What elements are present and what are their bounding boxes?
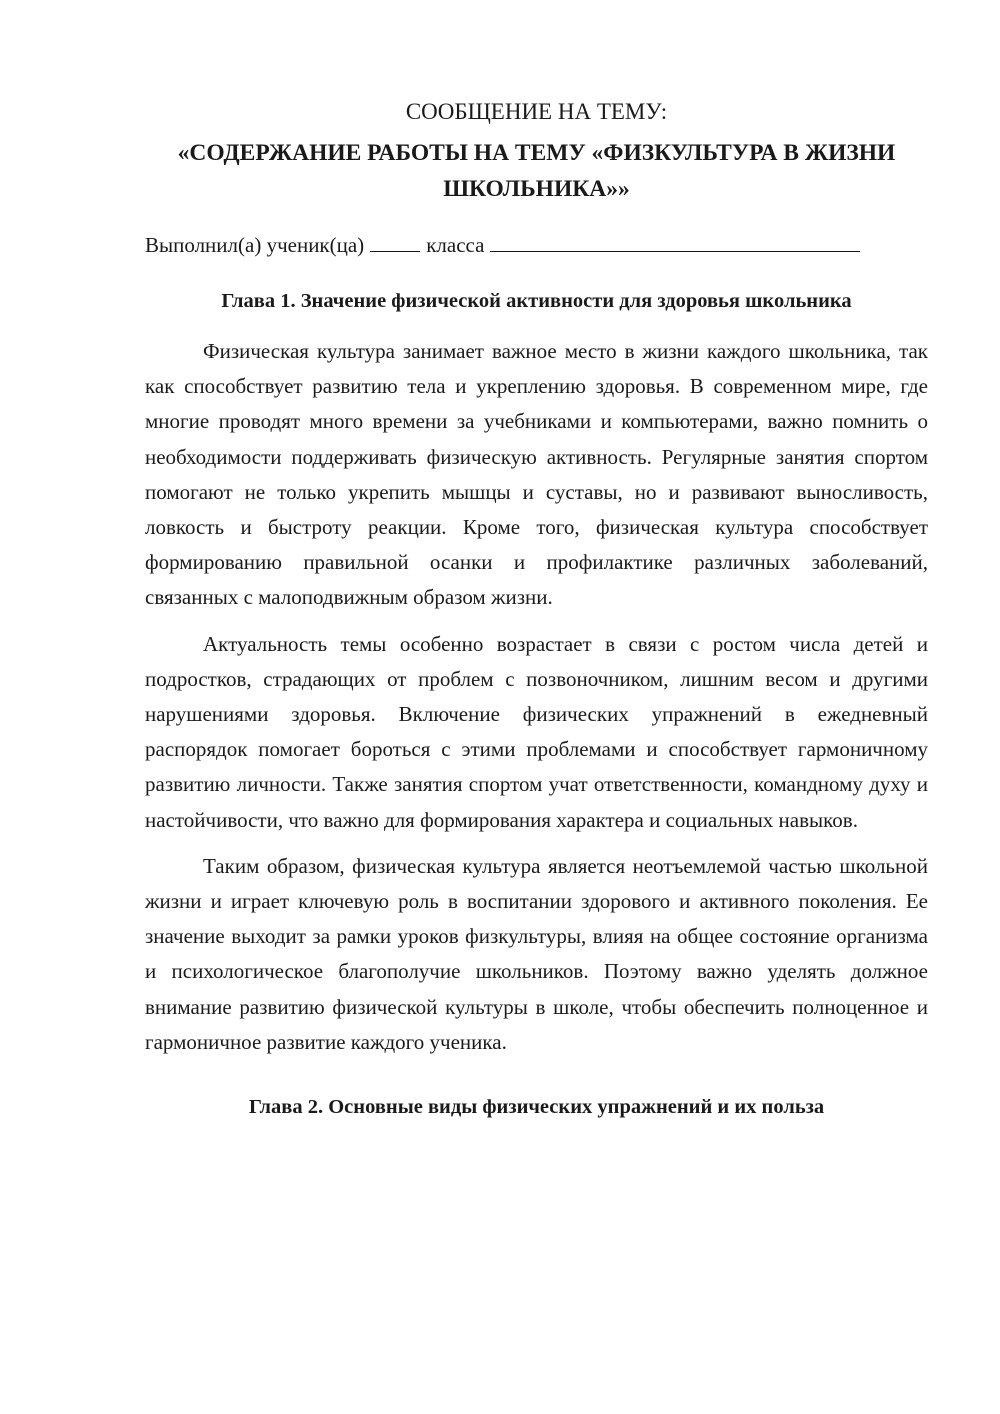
chapter-2-heading: Глава 2. Основные виды физических упражнений и их польза [248,1096,825,1119]
title-line-1: «СОДЕРЖАНИЕ РАБОТЫ НА ТЕМУ «ФИЗКУЛЬТУРА В ЖИЗНИ [177,140,896,166]
paragraph-1: Физическая культура занимает важное место в жизни каждого школьника, так как способствует развитию тела и укреплению здоровья. В современном мире, где многие проводят много времени за учебниками и компьютерами, важно помнить о необходимости поддерживать физическую активность. Регулярные занятия спортом помогают не только укрепить мышцы и суставы, но и развивают выносливость, ловкость и быстроту реакции. Кроме того, физическая культура способствует формированию правильной осанки и профилактике различных заболеваний, связанных с малоподвижным образом жизни. [145,339,928,610]
class-number-blank [370,231,420,252]
performed-by-label: Выполнил(а) ученик(ца) [145,233,365,257]
paragraph-2: Актуальность темы особенно возрастает в связи с ростом числа детей и подростков, страдающих от проблем с позвоночником, лишним весом и другими нарушениями здоровья. Включение физических упражнений в ежедневный распорядок помогает бороться с этими проблемами и способствует гармоничному развитию личности. Также занятия спортом учат ответственности, командному духу и настойчивости, что важно для формирования характера и социальных навыков. [145,631,928,832]
signature-line [145,230,928,260]
student-name-blank [490,231,860,252]
title-line-2: ШКОЛЬНИКА»» [443,176,630,202]
document-page [145,92,928,1122]
paragraph-3: Таким образом, физическая культура является неотъемлемой частью школьной жизни и играет ключевую роль в воспитании здорового и активного поколения. Ее значение выходит за рамки уроков физкультуры, влияя на общее состояние организма и психологическое благополучие школьников. Поэтому важно уделять должное внимание развитию физической культуры в школе, чтобы обеспечить полноценное и гармоничное развитие каждого ученика. [145,853,928,1054]
document-title [145,135,928,207]
document-header: СООБЩЕНИЕ НА ТЕМУ: [405,99,668,124]
chapter-1-heading: Глава 1. Значение физической активности для здоровья школьника [221,290,852,312]
class-label: класса [426,233,485,257]
